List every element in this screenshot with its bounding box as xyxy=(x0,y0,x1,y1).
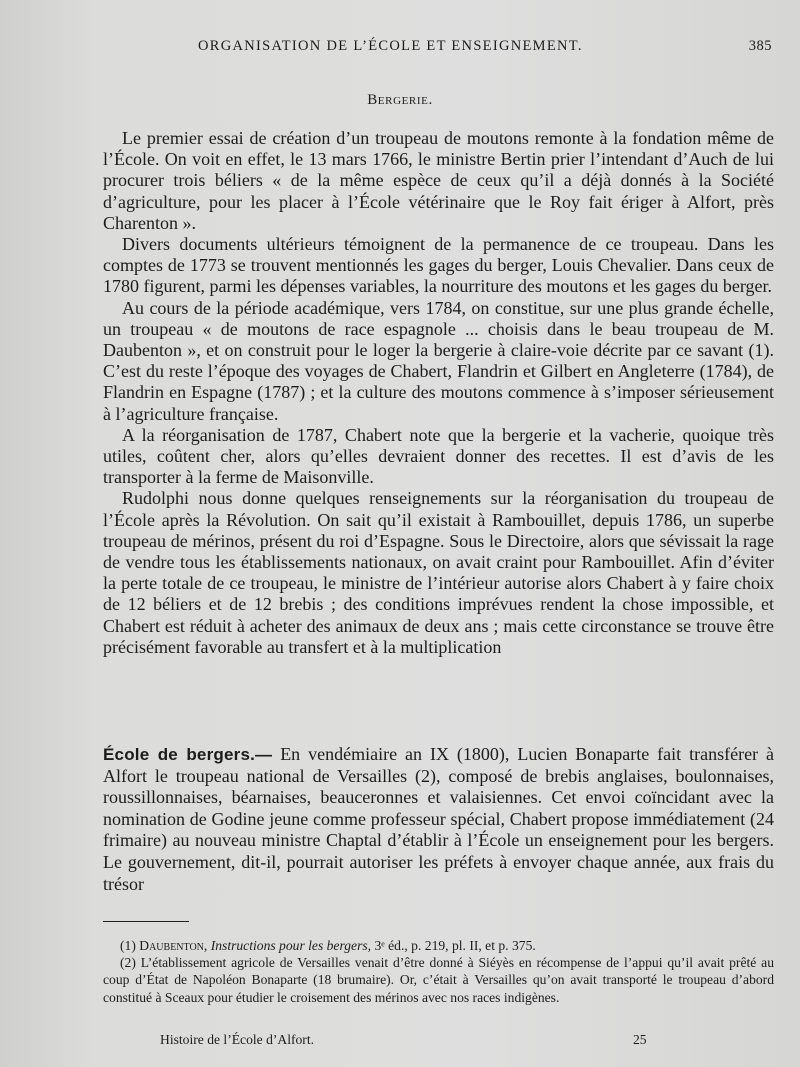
paragraph: Divers documents ultérieurs témoignent de la permanence de ce troupeau. Dans les comptes de 1773 se trouvent mentionnés les gages du berger, Louis Chevalier. Dans ceux de 1780 figurent, parmi les dépenses variables, la nourriture des moutons et les gages du berger. xyxy=(103,234,774,297)
subsection-ecole-de-bergers xyxy=(103,744,774,895)
footnote-marker: (1) xyxy=(120,938,136,953)
footnote-work: Instructions pour les bergers, xyxy=(210,938,372,953)
running-head xyxy=(0,38,800,62)
footnotes xyxy=(103,937,774,1006)
body-text xyxy=(103,128,774,658)
subsection-text: En vendémiaire an IX (1800), Lucien Bonaparte fait transférer à Alfort le troupeau national de Versailles (2), composé de brebis anglaises, boulonnaises, roussillonnaises, béarnaises, beauceronnes et valaisiennes. Cet envoi coïncidant avec la nomination de Godine jeune comme professeur spécial, Chabert propose immédiatement (24 frimaire) au nouveau ministre Chaptal d’établir à l’École un enseignement pour les bergers. Le gouvernement, dit-il, pourrait autoriser les préfets à envoyer chaque année, aux frais du trésor xyxy=(103,744,775,894)
footnote-text: L’établissement agricole de Versailles venait d’être donné à Siéyès en récompense de l’appui qu’il avait prêté au coup d’État de Napoléon Bonaparte (18 brumaire). Or, c’était à Versailles qu’on avait transporté le troupeau d’abord constitué à Sceaux pour étudier le croisement des mérinos avec nos races indigènes. xyxy=(103,955,774,1005)
footnote-author: Daubenton, xyxy=(139,938,208,953)
paragraph: Le premier essai de création d’un troupeau de moutons remonte à la fondation même de l’École. On voit en effet, le 13 mars 1766, le ministre Bertin prier l’intendant d’Auch de lui procurer trois béliers « de la même espèce de ceux qu’il a déjà donnés à la Société d’agriculture, pour les placer à l’École vétérinaire que le Roy fait ériger à Alfort, près Charenton ». xyxy=(103,128,774,233)
signature-line: Histoire de l’École d’Alfort. xyxy=(160,1032,315,1047)
footnote-text: 3ᵉ éd., p. 219, pl. II, et p. 375. xyxy=(374,938,536,953)
footnote xyxy=(103,954,774,1006)
subsection-paragraph xyxy=(103,744,774,895)
running-title: ORGANISATION DE L’ÉCOLE ET ENSEIGNEMENT. xyxy=(198,38,583,54)
section-title: Bergerie. xyxy=(367,92,433,108)
paragraph: Au cours de la période académique, vers 1784, on constitue, sur une plus grande échelle, un troupeau « de moutons de race espagnole ... choisis dans le beau troupeau de M. Daubenton », et on construit pour le loger la bergerie à claire-voie décrite par ce savant (1). C’est du reste l’époque des voyages de Chabert, Flandrin et Gilbert en Angleterre (1784), de Flandrin en Espagne (1787) ; et la culture des moutons commence à s’imposer sérieusement à l’agriculture française. xyxy=(103,297,774,424)
paragraph: Rudolphi nous donne quelques renseignements sur la réorganisation du troupeau de l’École après la Révolution. On sait qu’il existait à Rambouillet, depuis 1786, un superbe troupeau de mérinos, présent du roi d’Espagne. Sous le Directoire, alors que sévissait la rage de vendre tous les établissements nationaux, on avait craint pour Rambouillet. Afin d’éviter la perte totale de ce troupeau, le ministre de l’intérieur autorise alors Chabert à y faire choix de 12 béliers et de 12 brebis ; des conditions imprévues rendent la chose impossible, et Chabert est réduit à acheter des animaux de deux ans ; mais cette circonstance se trouve être précisément favorable au transfert et à la multiplication xyxy=(103,488,774,657)
footnote-rule xyxy=(103,921,189,922)
paragraph: A la réorganisation de 1787, Chabert note que la bergerie et la vacherie, quoique très utiles, coûtent cher, alors qu’elles devraient donner des recettes. Il est d’avis de les transporter à la ferme de Maisonville. xyxy=(103,424,774,488)
page-number: 385 xyxy=(748,38,772,54)
footnote-marker: (2) xyxy=(120,955,136,971)
subsection-heading: École de bergers.— xyxy=(103,745,273,764)
footnote xyxy=(103,937,774,954)
sheet-number: 25 xyxy=(633,1032,647,1047)
